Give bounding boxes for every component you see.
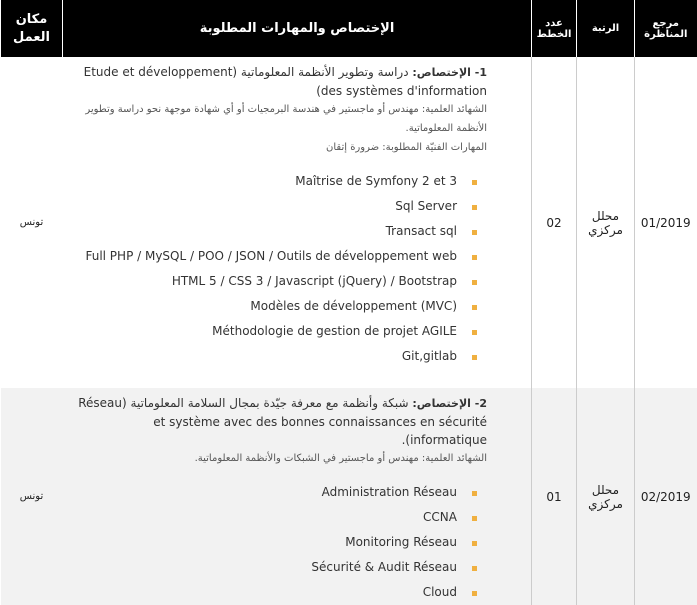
skills-label: المهارات الفنيّة المطلوبة: ضرورة إتقان xyxy=(326,142,487,153)
skills-list xyxy=(73,480,488,605)
cell-workplace: تونس xyxy=(1,388,63,605)
cell-count: 02 xyxy=(532,57,577,388)
header-speciality: الإختصاص والمهارات المطلوبة xyxy=(63,0,532,57)
list-item: Sql Server xyxy=(73,194,478,219)
speciality-label: الإختصاص: xyxy=(412,397,471,410)
cell-count: 01 xyxy=(532,388,577,605)
cell-speciality xyxy=(63,388,532,605)
header-rank: الرتبة xyxy=(577,0,635,57)
table-row xyxy=(1,388,697,605)
list-item: Méthodologie de gestion de projet AGILE xyxy=(73,319,478,344)
list-item: HTML 5 / CSS 3 / Javascript (jQuery) / Bootstrap xyxy=(73,269,478,294)
list-item: Cloud xyxy=(73,580,478,605)
header-reference: مرجع المناظرة xyxy=(635,0,697,57)
speciality-text: دراسة وتطوير الأنظمة المعلوماتية (Etude et développement des systèmes d'information) xyxy=(83,65,487,98)
list-item: Administration Réseau xyxy=(73,480,478,505)
speciality-line xyxy=(73,63,488,100)
speciality-label: الإختصاص: xyxy=(412,66,471,79)
list-item: Git,gitlab xyxy=(73,344,478,369)
speciality-text: شبكة وأنظمة مع معرفة جيّدة بمجال السلامة المعلوماتية (Réseau et système avec des bonnes connaissances en sécurité informatique). xyxy=(78,396,487,447)
list-item: Sécurité & Audit Réseau xyxy=(73,555,478,580)
header-workplace: مكان العمل xyxy=(1,0,63,57)
diplomas-text: الشهائد العلمية: مهندس أو ماجستير في هندسة البرمجيات أو أي شهادة موجهة نحو دراسة وتطوير الأنظمة المعلوماتية. xyxy=(85,104,487,134)
cell-workplace: تونس xyxy=(1,57,63,388)
list-item: Full PHP / MySQL / POO / JSON / Outils de développement web xyxy=(73,244,478,269)
skills-list xyxy=(73,169,488,369)
cell-reference: 01/2019 xyxy=(635,57,697,388)
header-count: عدد الخطط xyxy=(532,0,577,57)
list-item: Modèles de développement (MVC) xyxy=(73,294,478,319)
table-header-row xyxy=(1,0,697,57)
list-item: Transact sql xyxy=(73,219,478,244)
list-item: CCNA xyxy=(73,505,478,530)
cell-reference: 02/2019 xyxy=(635,388,697,605)
speciality-number: 2- xyxy=(474,397,487,410)
list-item: Monitoring Réseau xyxy=(73,530,478,555)
cell-speciality xyxy=(63,57,532,388)
table-row xyxy=(1,57,697,388)
cell-rank: محلل مركزي xyxy=(577,57,635,388)
cell-rank: محلل مركزي xyxy=(577,388,635,605)
list-item: Maîtrise de Symfony 2 et 3 xyxy=(73,169,478,194)
diplomas-text: الشهائد العلمية: مهندس أو ماجستير في الشبكات والأنظمة المعلوماتية. xyxy=(194,453,487,464)
speciality-line xyxy=(73,394,488,449)
speciality-number: 1- xyxy=(474,66,487,79)
